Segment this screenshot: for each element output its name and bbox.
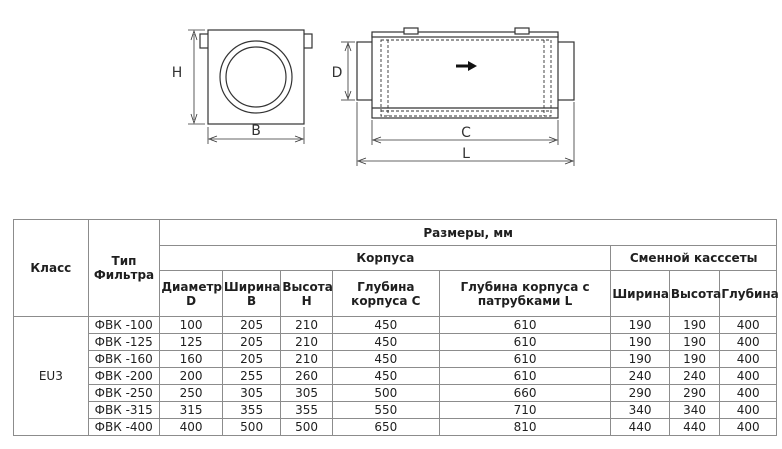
header-cassette-depth: Глубина (720, 271, 777, 317)
front-view (188, 30, 312, 144)
header-depth-c: Глубина корпуса C (332, 271, 439, 317)
dim-label-b: B (251, 123, 261, 139)
cell-height-h: 500 (281, 419, 332, 436)
class-value: EU3 (14, 317, 89, 436)
side-view (341, 28, 574, 166)
cell-diameter: 100 (160, 317, 223, 334)
cell-width-b: 255 (222, 368, 281, 385)
dim-label-c: C (461, 125, 471, 141)
cell-height-h: 260 (281, 368, 332, 385)
cell-cassette-height: 190 (669, 317, 719, 334)
cell-cassette-height: 440 (669, 419, 719, 436)
table-row (14, 419, 777, 436)
cell-diameter: 400 (160, 419, 223, 436)
cell-type: ФВК -250 (88, 385, 160, 402)
cell-diameter: 160 (160, 351, 223, 368)
cell-depth-l: 810 (439, 419, 611, 436)
cell-cassette-width: 290 (611, 385, 670, 402)
lid-clip-right (515, 28, 529, 34)
cell-depth-l: 610 (439, 368, 611, 385)
cell-depth-c: 450 (332, 317, 439, 334)
cell-cassette-depth: 400 (720, 351, 777, 368)
housing-body (372, 35, 558, 118)
cell-height-h: 210 (281, 317, 332, 334)
cell-cassette-width: 190 (611, 334, 670, 351)
cell-depth-l: 710 (439, 402, 611, 419)
header-cassette: Сменной касссеты (611, 246, 777, 271)
dim-label-d: D (331, 65, 343, 81)
table-row (14, 351, 777, 368)
header-class: Класс (14, 220, 89, 317)
inlet-spigot (357, 42, 373, 100)
cell-width-b: 355 (222, 402, 281, 419)
cell-cassette-depth: 400 (720, 368, 777, 385)
cell-cassette-height: 190 (669, 334, 719, 351)
cell-type: ФВК -160 (88, 351, 160, 368)
cell-type: ФВК -315 (88, 402, 160, 419)
cell-diameter: 250 (160, 385, 223, 402)
cell-cassette-width: 190 (611, 317, 670, 334)
header-depth-l: Глубина корпуса с патрубками L (439, 271, 611, 317)
cell-depth-l: 610 (439, 334, 611, 351)
cell-depth-c: 450 (332, 351, 439, 368)
cell-cassette-width: 340 (611, 402, 670, 419)
cell-cassette-width: 190 (611, 351, 670, 368)
dim-label-l: L (462, 146, 470, 162)
cell-depth-c: 500 (332, 385, 439, 402)
table-row (14, 402, 777, 419)
cell-cassette-depth: 400 (720, 317, 777, 334)
header-diameter: Диаметр D (160, 271, 223, 317)
cell-width-b: 500 (222, 419, 281, 436)
cell-width-b: 205 (222, 351, 281, 368)
cell-height-h: 210 (281, 351, 332, 368)
cell-cassette-height: 190 (669, 351, 719, 368)
table-row (14, 334, 777, 351)
cell-depth-c: 450 (332, 368, 439, 385)
cell-depth-c: 550 (332, 402, 439, 419)
cell-diameter: 315 (160, 402, 223, 419)
filter-spec-table (13, 219, 777, 436)
cell-cassette-width: 440 (611, 419, 670, 436)
cell-type: ФВК -200 (88, 368, 160, 385)
cell-type: ФВК -125 (88, 334, 160, 351)
lid-clip-left (404, 28, 418, 34)
table-row (14, 317, 777, 334)
cell-height-h: 355 (281, 402, 332, 419)
cell-depth-l: 660 (439, 385, 611, 402)
cell-type: ФВК -400 (88, 419, 160, 436)
outlet-spigot (557, 42, 574, 100)
table-row (14, 368, 777, 385)
cell-cassette-depth: 400 (720, 385, 777, 402)
cell-cassette-width: 240 (611, 368, 670, 385)
cell-width-b: 205 (222, 317, 281, 334)
header-cassette-height: Высота (669, 271, 719, 317)
table-row (14, 385, 777, 402)
cell-cassette-depth: 400 (720, 334, 777, 351)
cell-depth-c: 450 (332, 334, 439, 351)
dim-label-h: H (171, 65, 183, 81)
header-dimensions: Размеры, мм (160, 220, 777, 246)
filter-box-technical-drawing (0, 0, 782, 215)
cell-depth-l: 610 (439, 351, 611, 368)
header-height-h: Высота H (281, 271, 332, 317)
cell-cassette-depth: 400 (720, 419, 777, 436)
cell-depth-c: 650 (332, 419, 439, 436)
header-housing: Корпуса (160, 246, 611, 271)
header-width-b: Ширина B (222, 271, 281, 317)
cell-cassette-depth: 400 (720, 402, 777, 419)
housing-lid (372, 32, 558, 37)
header-filter-type: Тип Фильтра (88, 220, 160, 317)
header-cassette-width: Ширина (611, 271, 670, 317)
cell-height-h: 305 (281, 385, 332, 402)
cell-cassette-height: 290 (669, 385, 719, 402)
cell-type: ФВК -100 (88, 317, 160, 334)
cell-depth-l: 610 (439, 317, 611, 334)
cell-height-h: 210 (281, 334, 332, 351)
cell-cassette-height: 340 (669, 402, 719, 419)
cell-cassette-height: 240 (669, 368, 719, 385)
cell-diameter: 200 (160, 368, 223, 385)
cell-diameter: 125 (160, 334, 223, 351)
cell-width-b: 205 (222, 334, 281, 351)
cell-width-b: 305 (222, 385, 281, 402)
